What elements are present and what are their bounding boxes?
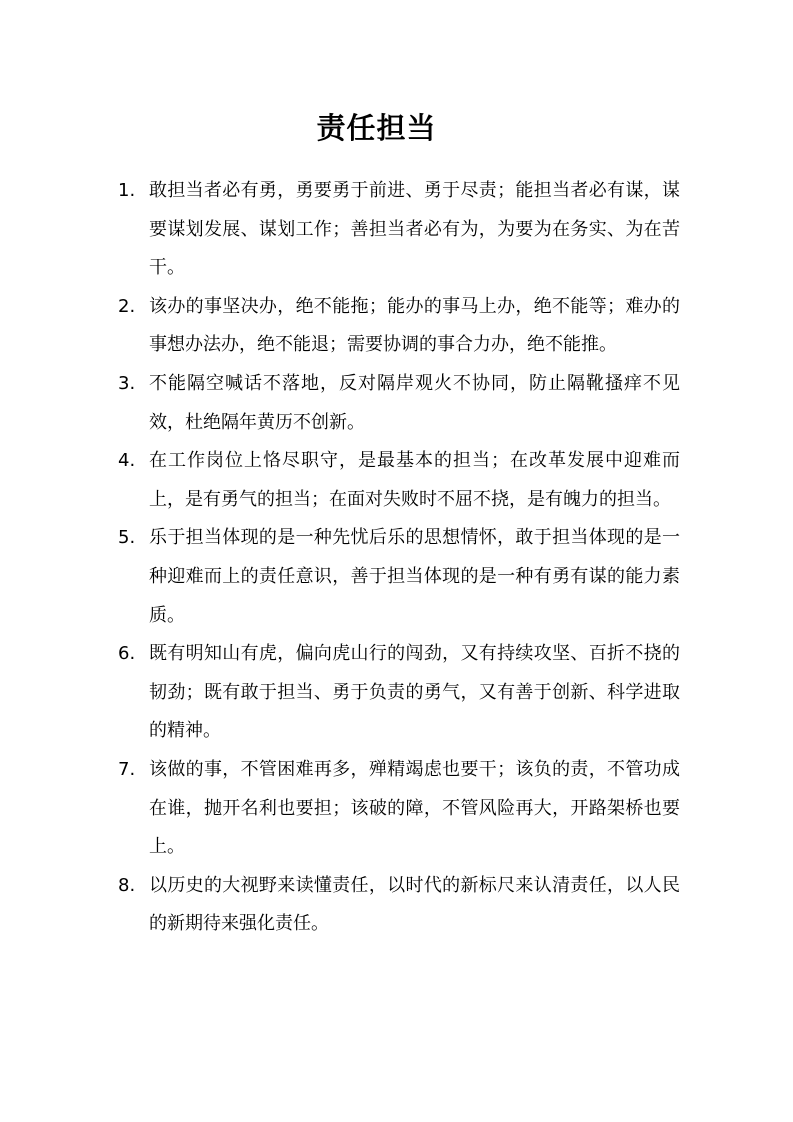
list-item-text: 该办的事坚决办，绝不能拖；能办的事马上办，绝不能等；难办的事想办法办，绝不能退；需要协调的事合力办，绝不能推。 [149, 295, 680, 356]
page-title: 责任担当 [316, 111, 437, 145]
list-item-text: 以历史的大视野来读懂责任，以时代的新标尺来认清责任，以人民的新期待来强化责任。 [149, 874, 680, 935]
list-item-text: 在工作岗位上恪尽职守，是最基本的担当；在改革发展中迎难而上，是有勇气的担当；在面对失败时不屈不挠，是有魄力的担当。 [149, 450, 680, 510]
list-item-number: 8. [118, 874, 136, 896]
list-item [118, 442, 680, 519]
list-item-text: 不能隔空喊话不落地，反对隔岸观火不协同，防止隔靴搔痒不见效，杜绝隔年黄历不创新。 [149, 372, 680, 433]
list-item-number: 5. [118, 527, 136, 549]
list-item [118, 867, 680, 944]
list-item-text: 乐于担当体现的是一种先忧后乐的思想情怀，敢于担当体现的是一种迎难而上的责任意识，善于担当体现的是一种有勇有谋的能力素质。 [149, 527, 680, 626]
list-item-text: 既有明知山有虎，偏向虎山行的闯劲，又有持续攻坚、百折不挠的韧劲；既有敢于担当、勇于负责的勇气，又有善于创新、科学进取的精神。 [149, 643, 680, 742]
list-item [118, 519, 680, 635]
list-item [118, 751, 680, 867]
list-item-text: 敢担当者必有勇，勇要勇于前进、勇于尽责；能担当者必有谋，谋要谋划发展、谋划工作；善担当者必有为，为要为在务实、为在苦干。 [149, 180, 680, 279]
list-item-number: 6. [118, 643, 136, 665]
list-item-number: 1. [118, 180, 136, 201]
numbered-list [118, 172, 680, 944]
list-item-number: 3. [118, 372, 136, 394]
list-item-number: 4. [118, 450, 136, 472]
list-item [118, 288, 680, 365]
list-item [118, 635, 680, 751]
list-item-number: 2. [118, 295, 136, 317]
list-item-number: 7. [118, 758, 136, 780]
list-item [118, 365, 680, 442]
list-item-text: 该做的事，不管困难再多，殚精竭虑也要干；该负的责，不管功成在谁，抛开名利也要担；该破的障，不管风险再大，开路架桥也要上。 [149, 758, 680, 858]
list-item [118, 172, 680, 288]
